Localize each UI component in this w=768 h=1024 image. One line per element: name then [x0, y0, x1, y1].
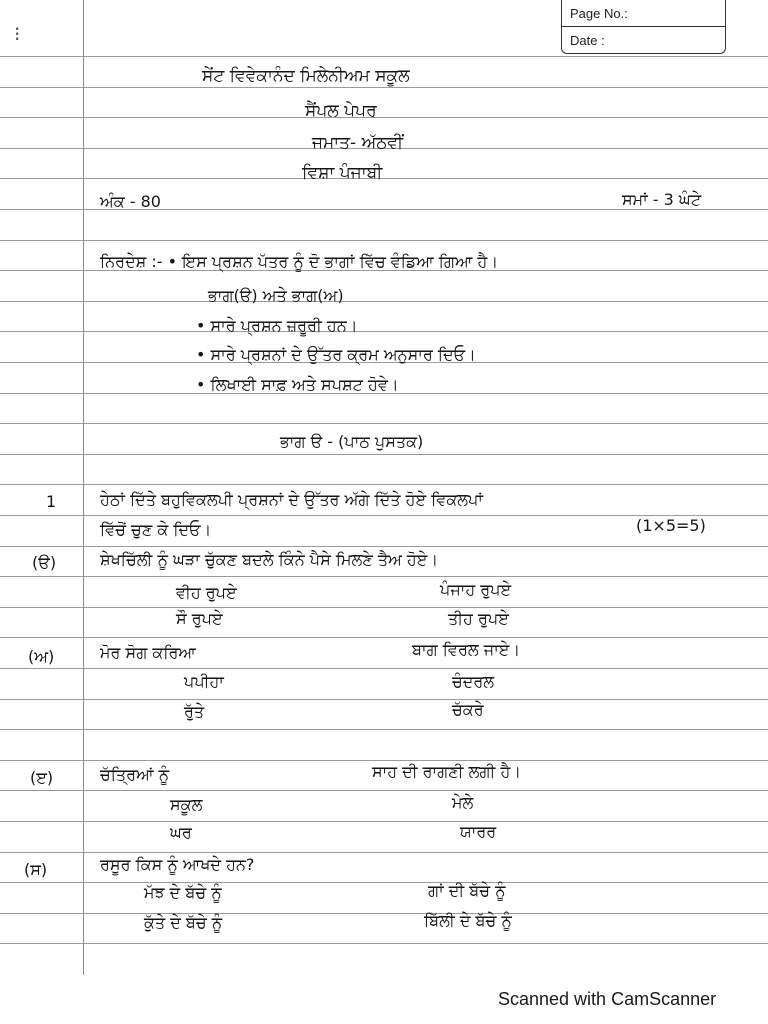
- ruled-line: [0, 668, 768, 669]
- ruled-line: [0, 56, 768, 57]
- ruled-line: [0, 331, 768, 332]
- paper-type: ਸੈਂਪਲ ਪੇਪਰ: [305, 101, 377, 121]
- option: ਯਾਰਰ: [460, 822, 497, 841]
- scanner-watermark: Scanned with CamScanner: [498, 989, 717, 1009]
- part-question-tail: ਸਾਹ ਦੀ ਰਾਗਣੀ ਲਗੀ ਹੈ।: [372, 762, 522, 781]
- option: ਤੀਹ ਰੁਪਏ: [448, 609, 509, 628]
- ruled-line: [0, 913, 768, 914]
- option: ਸੌ ਰੁਪਏ: [176, 609, 223, 628]
- page-date-box: [561, 0, 726, 54]
- class-name: ਜਮਾਤ- ਅੱਠਵੀਂ: [312, 133, 404, 153]
- ruled-line: [0, 699, 768, 700]
- option: ਮੇਲੇ: [452, 793, 474, 812]
- ruled-line: [0, 729, 768, 730]
- ruled-line: [0, 454, 768, 455]
- ruled-line: [0, 423, 768, 424]
- instruction-line-4: • ਸਾਰੇ ਪ੍ਰਸ਼ਨਾਂ ਦੇ ਉੱਤਰ ਕ੍ਰਮ ਅਨੁਸਾਰ ਦਿਓ।: [196, 345, 476, 364]
- ruled-line: [0, 87, 768, 88]
- ruled-line: [0, 882, 768, 883]
- question-text-line-1: ਹੇਠਾਂ ਦਿੱਤੇ ਬਹੁਵਿਕਲਪੀ ਪ੍ਰਸ਼ਨਾਂ ਦੇ ਉੱਤਰ ਅੱਗੇ ਦਿੱਤੇ ਹੋਏ ਵਿਕਲਪਾਂ: [100, 490, 483, 509]
- option: ਪੰਜਾਹ ਰੁਪਏ: [440, 580, 512, 599]
- ruled-line: [0, 637, 768, 638]
- part-question: ਰਸੂਰ ਕਿਸ ਨੂੰ ਆਖਦੇ ਹਨ?: [100, 855, 255, 874]
- instruction-line-1: ਨਿਰਦੇਸ਼ :- • ਇਸ ਪ੍ਰਸ਼ਨ ਪੱਤਰ ਨੂੰ ਦੋ ਭਾਗਾਂ ਵਿੱਚ ਵੰਡਿਆ ਗਿਆ ਹੈ।: [100, 252, 499, 271]
- page-no-label: Page No.:: [570, 6, 628, 21]
- part-label: (ਅ): [28, 647, 55, 666]
- part-label: (ੳ): [32, 553, 57, 572]
- ruled-line: [0, 760, 768, 761]
- part-label: (ੲ): [30, 768, 54, 787]
- ruled-line: [0, 117, 768, 118]
- margin-line: [83, 0, 84, 975]
- option: ਸਕੂਲ: [170, 795, 203, 814]
- ruled-line: [0, 607, 768, 608]
- instruction-line-2: ਭਾਗ(ੳ) ਅਤੇ ਭਾਗ(ਅ): [208, 286, 344, 305]
- ruled-line: [0, 852, 768, 853]
- part-question: ਮੋਰ ਸੋਗ ਕਰਿਆ: [100, 643, 196, 662]
- subject-name: ਵਿਸ਼ਾ ਪੰਜਾਬੀ: [302, 163, 383, 183]
- total-marks: ਅੰਕ - 80: [100, 192, 161, 211]
- ruled-line: [0, 576, 768, 577]
- option: ਚੰਦਰਲ: [452, 672, 495, 691]
- ruled-line: [0, 943, 768, 944]
- time-allowed: ਸਮਾਂ - 3 ਘੰਟੇ: [622, 190, 702, 209]
- ruled-line: [0, 178, 768, 179]
- ruled-line: [0, 240, 768, 241]
- option: ਬਿੱਲੀ ਦੇ ਬੱਚੇ ਨੂੰ: [424, 911, 512, 930]
- option: ਕੁੱਤੇ ਦੇ ਬੱਚੇ ਨੂੰ: [144, 913, 223, 932]
- part-label: (ਸ): [24, 860, 48, 879]
- option: ਵੀਹ ਰੁਪਏ: [176, 583, 237, 602]
- option: ਮੱਝ ਦੇ ਬੱਚੇ ਨੂੰ: [144, 883, 222, 902]
- option: ਗਾਂ ਦੀ ਬੱਚੇ ਨੂੰ: [428, 881, 506, 900]
- binder-hole-mark: ⁝: [14, 22, 21, 46]
- question-number: 1: [46, 492, 57, 511]
- ruled-line: [0, 546, 768, 547]
- option: ਰੁੱਤੇ: [184, 702, 205, 721]
- date-label: Date :: [562, 26, 725, 53]
- ruled-line: [0, 821, 768, 822]
- part-question-tail: ਬਾਗ ਵਿਰਲ ਜਾਏ।: [412, 640, 521, 659]
- section-heading: ਭਾਗ ੳ - (ਪਾਠ ਪੁਸਤਕ): [280, 432, 424, 451]
- instruction-line-3: • ਸਾਰੇ ਪ੍ਰਸ਼ਨ ਜ਼ਰੂਰੀ ਹਨ।: [196, 316, 358, 335]
- option: ਚੱਕਰੇ: [452, 700, 484, 719]
- instruction-line-5: • ਲਿਖਾਈ ਸਾਫ਼ ਅਤੇ ਸਪਸ਼ਟ ਹੋਵੇ।: [196, 375, 399, 394]
- ruled-line: [0, 484, 768, 485]
- question-marks: (1×5=5): [636, 516, 706, 535]
- option: ਪਪੀਹਾ: [184, 672, 224, 691]
- school-name: ਸੇਂਟ ਵਿਵੇਕਾਨੰਦ ਮਿਲੇਨੀਅਮ ਸਕੂਲ: [202, 66, 410, 86]
- ruled-line: [0, 301, 768, 302]
- part-question: ਸ਼ੇਖਚਿੱਲੀ ਨੂੰ ਘੜਾ ਚੁੱਕਣ ਬਦਲੇ ਕਿੰਨੇ ਪੈਸੇ ਮਿਲਣੇ ਤੈਅ ਹੋਏ।: [100, 550, 439, 569]
- question-text-line-2: ਵਿੱਚੋਂ ਚੁਣ ਕੇ ਦਿਓ।: [100, 520, 212, 539]
- ruled-line: [0, 790, 768, 791]
- part-question: ਚੱਤ੍ਰਿਆਂ ਨੂੰ: [100, 765, 170, 784]
- option: ਘਰ: [170, 823, 192, 842]
